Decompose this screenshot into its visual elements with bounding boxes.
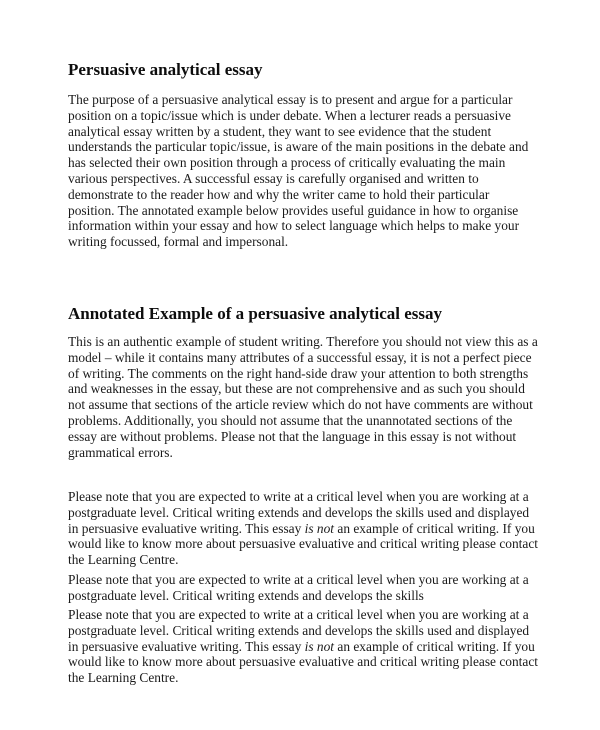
authenticity-paragraph: This is an authentic example of student writing. Therefore you should not view this as a model – while it contains many attributes of a successful essay, it is not a perfect piece of writing. The comments on the right hand-side draw your attention to both strengths and weaknesses in the essay, but these are not comprehensive and as such you should not assume that sections of the article review which do not have comments are without problems. Additionally, you should not assume that the unannotated sections of the essay are without problems. Please not that the language in this essay is not without grammatical errors. (68, 334, 538, 460)
critical-level-note-repeat (68, 607, 538, 686)
note-text-end: an example of critical writing. If you would like to know more about persuasive evaluative and critical writing please contact the Learning Centre. (68, 520, 539, 568)
critical-level-note-partial: Please note that you are expected to write at a critical level when you are working at a postgraduate level. Critical writing extends and develops the skills (68, 572, 529, 603)
note-emphasis: is not (304, 638, 335, 654)
note-text-start: Please note that you are expected to write at a critical level when you are working at a postgraduate level. Critical writing extends and develops the skills used and displayed in persuasive evaluative writing. This essay (68, 607, 530, 654)
intro-paragraph: The purpose of a persuasive analytical essay is to present and argue for a particular position on a topic/issue which is under debate. When a lecturer reads a persuasive analytical essay written by a student, they want to see evidence that the student understands the particular topic/issue, is aware of the main positions in the debate and has selected their own position through a process of critically evaluating the main various perspectives. A successful essay is carefully organised and written to demonstrate to the reader how and why the writer came to hold their particular position. The annotated example below provides useful guidance in how to organise information within your essay and how to select language which helps to make your writing focussed, formal and impersonal. (68, 92, 529, 250)
note-emphasis: is not (304, 520, 335, 536)
section-heading: Annotated Example of a persuasive analytical essay (68, 304, 442, 323)
note-text-end: an example of critical writing. If you would like to know more about persuasive evaluative and critical writing please contact the Learning Centre. (68, 638, 539, 686)
page-title: Persuasive analytical essay (68, 60, 263, 79)
note-text-start: Please note that you are expected to write at a critical level when you are working at a postgraduate level. Critical writing extends and develops the skills used and displayed in persuasive evaluative writing. This essay (68, 489, 530, 536)
critical-level-note (68, 489, 538, 568)
